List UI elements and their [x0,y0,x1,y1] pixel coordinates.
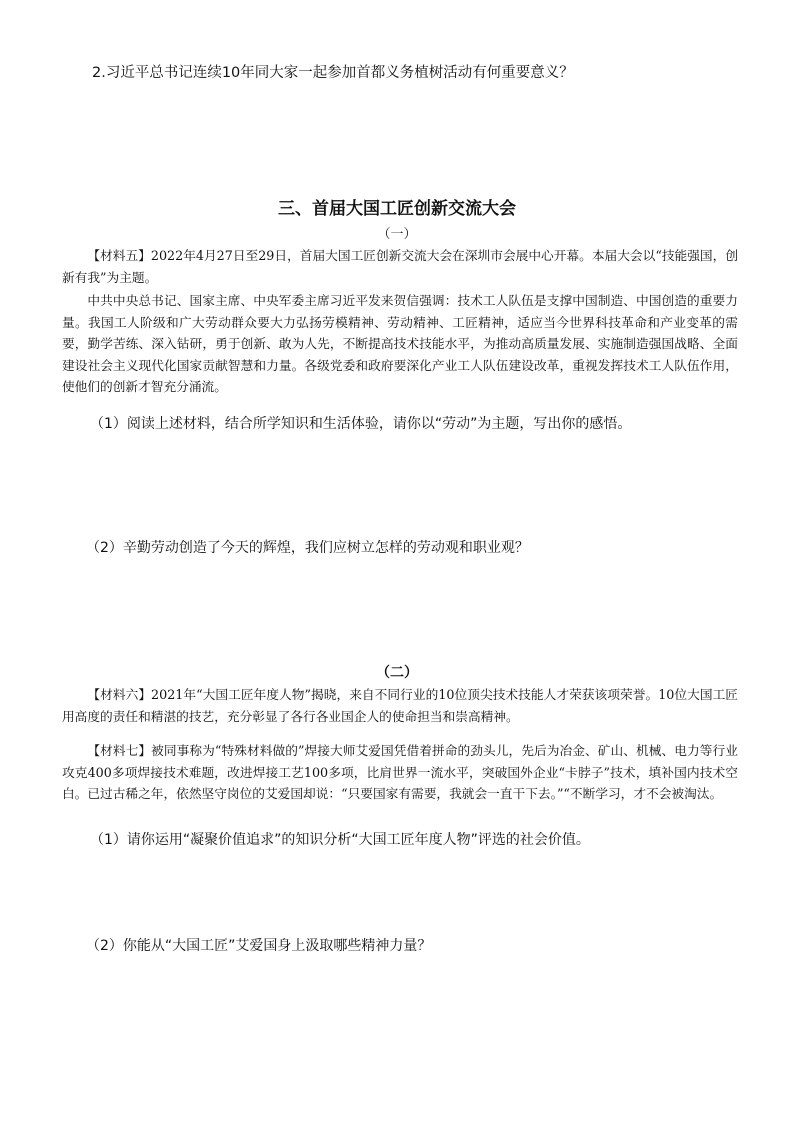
material-seven [62,740,738,805]
section-title: 三、首届大国工匠创新交流大会 [278,199,516,219]
material-five [62,245,738,288]
part-one-question-2: （2）辛勤劳动创造了今天的辉煌，我们应树立怎样的劳动观和职业观？ [86,540,529,556]
material-seven-tag: 【材料七】 [87,743,152,758]
part-two-question-2: （2）你能从“大国工匠”艾爱国身上汲取哪些精神力量？ [86,938,432,954]
part-two-label: （二） [376,665,418,681]
part-one-label: （一） [377,227,417,242]
material-six-text: 2021年“大国工匠年度人物”揭晓，来自不同行业的10位顶尖技术技能人才荣获该项荣誉。10位大国工匠用高度的责任和精湛的技艺，充分彰显了各行各业国企人的使命担当和崇高精神。 [62,687,738,724]
material-six-tag: 【材料六】 [87,687,152,702]
material-six [62,684,738,727]
material-five-text: 2022年4月27日至29日，首届大国工匠创新交流大会在深圳市会展中心开幕。本届大会以“技能强国，创新有我”为主题。 [62,248,739,285]
material-five-paragraph-two: 中共中央总书记、国家主席、中央军委主席习近平发来贺信强调：技术工人队伍是支撑中国制造、中国创造的重要力量。我国工人阶级和广大劳动群众要大力弘扬劳模精神、劳动精神、工匠精神，适应当今世界科技革命和产业变革的需要，勤学苦练、深入钻研，勇于创新、敢为人先，不断提高技术技能水平，为推动高质量发展、实施制造强国战略、全面建设社会主义现代化国家贡献智慧和力量。各级党委和政府要深化产业工人队伍建设改革，重视发挥技术工人队伍作用，使他们的创新才智充分涌流。 [62,293,738,394]
material-five-tag: 【材料五】 [87,248,151,263]
part-one-question-1: （1）阅读上述材料，结合所学知识和生活体验，请你以“劳动”为主题，写出你的感悟。 [90,416,632,432]
question-2-national-tree-planting: 2.习近平总书记连续10年同大家一起参加首都义务植树活动有何重要意义？ [92,65,574,81]
part-two-question-1: （1）请你运用“凝聚价值追求”的知识分析“大国工匠年度人物”评选的社会价值。 [90,832,590,848]
material-seven-text: 被同事称为“特殊材料做的”焊接大师艾爱国凭借着拼命的劲头儿，先后为冶金、矿山、机械、电力等行业攻克400多项焊接技术难题，改进焊接工艺100多项，比肩世界一流水平，突破国外企业“卡脖子”技术，填补国内技术空白。已过古稀之年，依然坚守岗位的艾爱国却说：“只要国家有需要，我就会一直干下去。”“不断学习，才不会被淘汰。 [62,743,738,801]
